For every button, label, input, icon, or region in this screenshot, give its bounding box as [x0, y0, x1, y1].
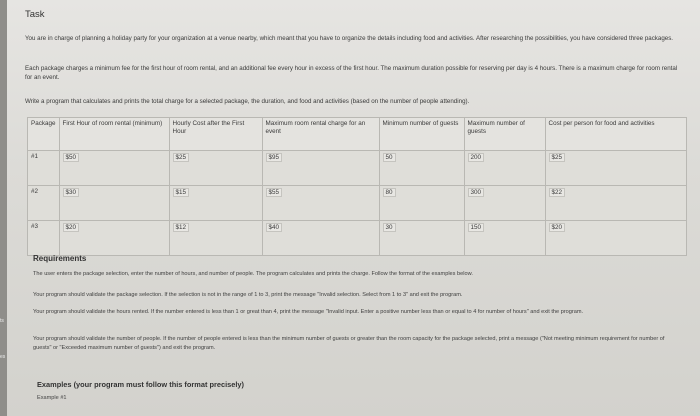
task-paragraph-1: You are in charge of planning a holiday party for your organization at a venue nearby, which meant that you have to organize the details including food and activities. After researching the possibilities, you have considered three packages. [25, 35, 674, 42]
table-row [28, 221, 687, 256]
cell-value: $20 [63, 223, 80, 232]
table-cell: #3 [28, 221, 60, 256]
cell-value: 300 [468, 188, 485, 197]
cell-value: 150 [468, 223, 485, 232]
left-margin-strip [0, 0, 7, 416]
table-cell [59, 186, 169, 221]
cell-value: 200 [468, 153, 485, 162]
column-header: First Hour of room rental (minimum) [59, 118, 169, 151]
task-paragraph-2: Each package charges a minimum fee for the first hour of room rental, and an additional fee every hour in excess of the first hour. The maximum duration possible for reserving per day is 4 hours. There is a maximum charge for room rental for an event. [25, 65, 678, 81]
column-header: Cost per person for food and activities [545, 118, 686, 151]
table-cell: #1 [28, 151, 60, 186]
table-cell [59, 151, 169, 186]
table-cell [545, 186, 686, 221]
cell-value: $50 [63, 153, 80, 162]
column-header: Maximum number of guests [464, 118, 545, 151]
cell-value: $25 [173, 153, 190, 162]
requirement-item: Your program should validate the hours rented. If the number entered is less than 1 or great than 4, print the message "Invalid input. Enter a positive number less than or equal to 4 for number of hours" and exit the program. [33, 309, 584, 315]
cell-value: $40 [266, 223, 283, 232]
cell-value: $55 [266, 188, 283, 197]
table-cell [464, 221, 545, 256]
column-header: Maximum room rental charge for an event [262, 118, 379, 151]
table-cell [379, 186, 464, 221]
table-cell [59, 221, 169, 256]
cell-value: 50 [383, 153, 396, 162]
requirements-heading: Requirements [33, 254, 87, 263]
table-cell: #2 [28, 186, 60, 221]
table-cell [262, 221, 379, 256]
cell-value: $25 [549, 153, 566, 162]
table-row [28, 186, 687, 221]
margin-mark: ts [0, 318, 4, 324]
requirement-item: Your program should validate the number of people. If the number of people entered is less than the minimum number of guests or greater than the room capacity for the package selected, print a message ("Not meeting minimum requirement for number of guests" or "Exceeded maximum number of guests") and exit the program. [33, 336, 665, 351]
table-cell [379, 221, 464, 256]
table-row [28, 151, 687, 186]
table-cell [262, 151, 379, 186]
table-cell [464, 151, 545, 186]
table-header-row [28, 118, 687, 151]
task-paragraph-3: Write a program that calculates and prints the total charge for a selected package, the duration, and food and activities (based on the number of people attending). [25, 98, 470, 105]
cell-value: $20 [549, 223, 566, 232]
column-header: Hourly Cost after the First Hour [169, 118, 262, 151]
table-cell [169, 186, 262, 221]
table-cell [169, 151, 262, 186]
cell-value: $15 [173, 188, 190, 197]
examples-heading: Examples (your program must follow this format precisely) [37, 380, 244, 389]
table-cell [464, 186, 545, 221]
requirement-item: The user enters the package selection, enter the number of hours, and number of people. The program calculates and prints the charge. Follow the format of the examples below. [33, 271, 473, 277]
table-cell [379, 151, 464, 186]
cell-value: 80 [383, 188, 396, 197]
cell-value: 30 [383, 223, 396, 232]
example-label: Example #1 [37, 395, 67, 401]
margin-mark: es [0, 354, 6, 360]
cell-value: $22 [549, 188, 566, 197]
column-header: Minimum number of guests [379, 118, 464, 151]
cell-value: $12 [173, 223, 190, 232]
cell-value: $95 [266, 153, 283, 162]
column-header: Package [28, 118, 60, 151]
requirement-item: Your program should validate the package selection. If the selection is not in the range of 1 to 3, print the message "Invalid selection. Select from 1 to 3" and exit the program. [33, 292, 463, 298]
table-cell [169, 221, 262, 256]
table-cell [262, 186, 379, 221]
cell-value: $30 [63, 188, 80, 197]
table-cell [545, 151, 686, 186]
table-cell [545, 221, 686, 256]
task-heading: Task [25, 9, 45, 20]
package-table [27, 117, 687, 256]
